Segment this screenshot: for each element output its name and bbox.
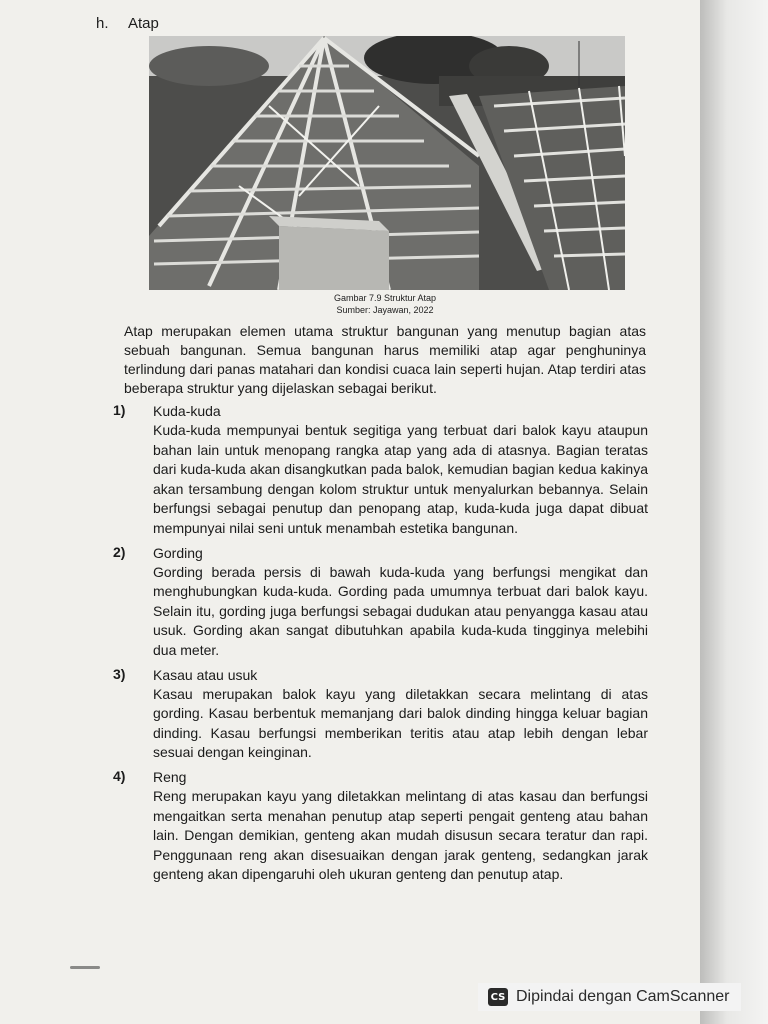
section-heading [96, 15, 159, 32]
intro-paragraph: Atap merupakan elemen utama struktur bangunan yang menutup bagian atas sebuah bangunan. Semua bangunan harus memiliki atap agar penghuninya terlindung dari panas matahari dan kondisi cuaca lain seperti hujan. Atap terdiri atas beberapa struktur yang dijelaskan sebagai berikut. [124, 323, 646, 396]
watermark-text: Dipindai dengan CamScanner [516, 988, 730, 1005]
item-title: Reng [153, 768, 187, 785]
item-number: 4) [113, 767, 126, 784]
item-number: 1) [113, 402, 126, 418]
list-item [113, 544, 648, 661]
item-body: Kasau merupakan balok kayu yang diletakkan secara melintang di atas gording. Kasau berbentuk memanjang dari balok dinding hingga keluar bagian dinding. Kasau berfungsi memberikan teritis atau atap lebih dengan lebar sesuai dengan keinginan. [153, 685, 648, 761]
item-title: Gording [153, 544, 203, 561]
section-title: Atap [128, 15, 159, 32]
list-item [113, 666, 648, 763]
item-number: 2) [113, 543, 126, 560]
list-item [113, 402, 648, 539]
item-title: Kasau atau usuk [153, 666, 258, 683]
item-body: Reng merupakan kayu yang diletakkan melintang di atas kasau dan berfungsi mengaitkan serta menahan penutup atap seperti pengait genteng atau bahan lain. Dengan demikian, genteng akan mudah disusun secara teratur dan rapi. Penggunaan reng akan disesuaikan dengan jarak genteng, sedangkan jarak genteng akan dipengaruhi oleh ukuran genteng dan penutup atap. [153, 787, 648, 883]
list-item [113, 768, 648, 885]
roof-structure-list [113, 402, 648, 890]
item-body: Kuda-kuda mempunyai bentuk segitiga yang terbuat dari balok kayu ataupun bahan lain untuk menopang rangka atap yang ada di atasnya. Bagian teratas dari kuda-kuda akan disangkutkan pada balok, kemudian bagian kedua kakinya akan tersambung dengan kolom struktur untuk menyalurkan bebannya. Selain berfungsi sebagai penutup dan penopang atap, kuda-kuda juga dapat dibuat mempunyai nilai seni untuk menambah estetika bangunan. [153, 422, 648, 536]
item-body: Gording berada persis di bawah kuda-kuda yang berfungsi mengikat dan menghubungkan kuda-kuda. Gording pada umumnya terbuat dari balok kayu. Selain itu, gording juga berfungsi sebagai dudukan atau penyangga kasau atau usuk. Gording akan sangat dibutuhkan apabila kuda-kuda tingginya melebihi dua meter. [153, 563, 648, 658]
page-edge-shadow [700, 0, 768, 1024]
figure-source: Sumber: Jayawan, 2022 [336, 305, 434, 315]
roof-truss-photo [149, 36, 625, 290]
camscanner-logo-icon: CS [488, 988, 508, 1006]
item-number: 3) [113, 665, 126, 682]
camscanner-watermark [478, 983, 741, 1011]
page-footer-mark [70, 966, 100, 969]
roof-photo-drawing [149, 36, 625, 290]
item-title: Kuda-kuda [153, 403, 221, 419]
figure-caption: Gambar 7.9 Struktur Atap [333, 293, 437, 303]
section-letter: h. [96, 15, 109, 32]
